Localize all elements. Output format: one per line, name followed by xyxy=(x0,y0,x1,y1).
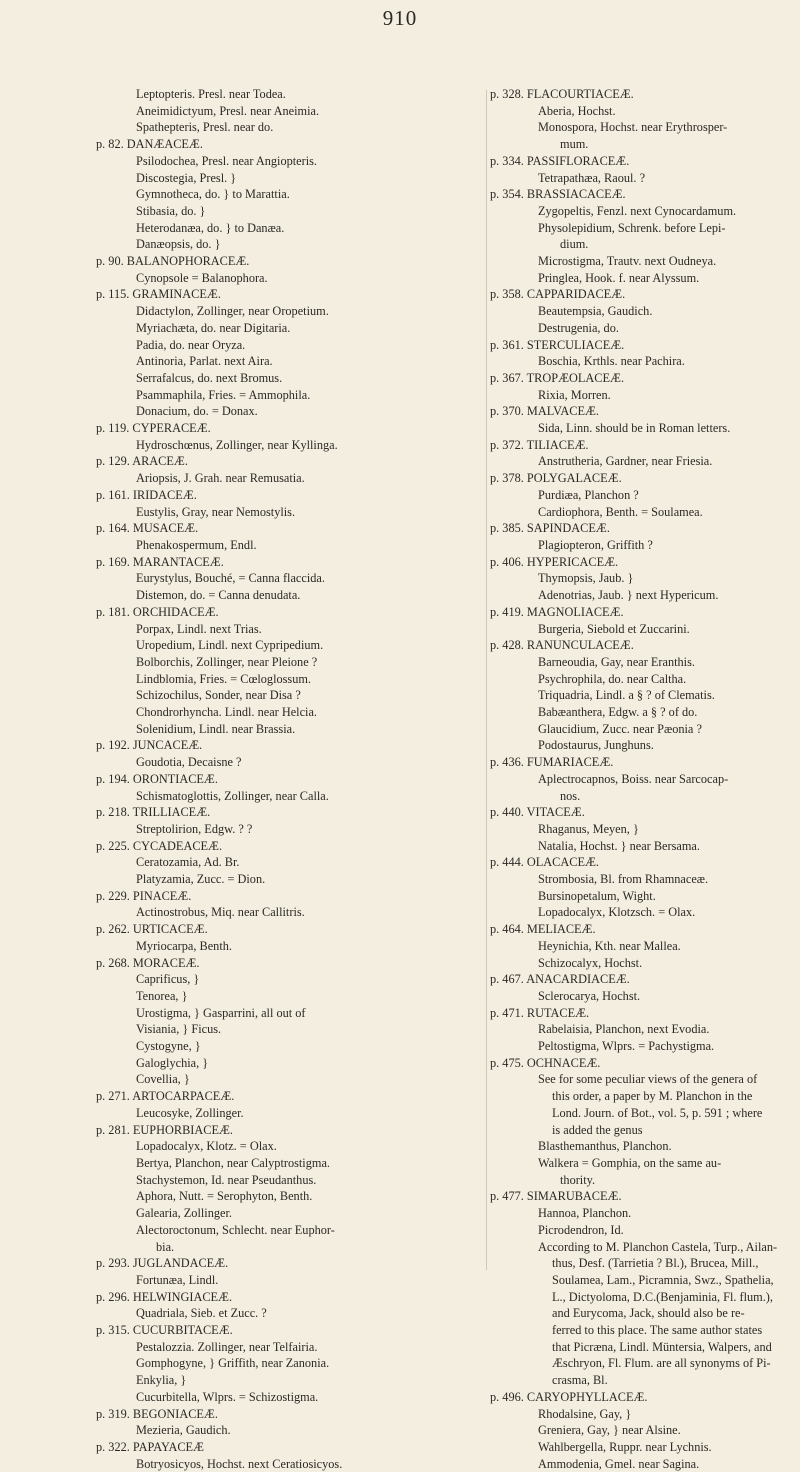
family-heading: p. 328. FLACOURTIACEÆ. xyxy=(490,87,634,101)
entry-line: Ariopsis, J. Grah. near Remusatia. xyxy=(136,471,305,486)
entry-line: Gomphogyne, } Griffith, near Zanonia. xyxy=(136,1356,330,1371)
entry-line: Cystogyne, } xyxy=(136,1039,201,1054)
family-heading: p. 225. CYCADEACEÆ. xyxy=(96,838,223,853)
entry-line: According to M. Planchon Castela, Turp., Ailan- xyxy=(538,1239,778,1254)
entry-line: Psammaphila, Fries. = Ammophila. xyxy=(136,387,311,402)
entry-line: Lond. Journ. of Bot., vol. 5, p. 591 ; where xyxy=(552,1105,763,1120)
entry-line: Schismatoglottis, Zollinger, near Calla. xyxy=(136,788,329,803)
entry-line: Aneimidictyum, Presl. near Aneimia. xyxy=(136,103,320,118)
entry-line: mum. xyxy=(560,137,589,152)
entry-line: Galearia, Zollinger. xyxy=(136,1206,232,1221)
entry-line: Streptolirion, Edgw. ? ? xyxy=(136,821,253,836)
column-divider xyxy=(486,90,487,1270)
entry-line: Schizocalyx, Hochst. xyxy=(538,955,643,970)
entry-line: Blasthemanthus, Planchon. xyxy=(538,1139,672,1154)
entry-line: Botryosicyos, Hochst. next Ceratiosicyos. xyxy=(136,1456,343,1471)
family-heading: p. 296. HELWINGIACEÆ. xyxy=(96,1289,233,1304)
entry-line: Sclerocarya, Hochst. xyxy=(538,988,641,1003)
entry-line: Picrodendron, Id. xyxy=(538,1222,624,1237)
right-column xyxy=(490,86,780,1472)
family-heading: p. 370. MALVACEÆ. xyxy=(490,404,599,419)
entry-line: Walkera = Gomphia, on the same au- xyxy=(538,1156,722,1170)
entry-line: Rhaganus, Meyen, } xyxy=(538,821,639,836)
family-heading: p. 354. BRASSIACACEÆ. xyxy=(490,187,626,202)
family-heading: p. 181. ORCHIDACEÆ. xyxy=(96,604,219,619)
family-heading: p. 334. PASSIFLORACEÆ. xyxy=(490,153,630,168)
entry-line: Zygopeltis, Fenzl. next Cynocardamum. xyxy=(538,203,737,218)
entry-line: Eurystylus, Bouché, = Canna flaccida. xyxy=(136,571,325,586)
family-heading: p. 444. OLACACEÆ. xyxy=(490,855,599,870)
entry-line: Urostigma, } Gasparrini, all out of xyxy=(136,1005,306,1020)
family-heading: p. 161. IRIDACEÆ. xyxy=(96,487,197,502)
entry-line: Tetrapathæa, Raoul. ? xyxy=(538,170,646,185)
entry-line: Antinoria, Parlat. next Aira. xyxy=(136,354,273,369)
entry-line: Bursinopetalum, Wight. xyxy=(538,888,656,903)
family-heading: p. 315. CUCURBITACEÆ. xyxy=(96,1323,233,1338)
family-heading: p. 319. BEGONIACEÆ. xyxy=(96,1406,218,1421)
entry-line: Purdiæa, Planchon ? xyxy=(538,487,639,502)
entry-line: Ammodenia, Gmel. near Sagina. xyxy=(538,1456,700,1471)
entry-line: Lopadocalyx, Klotz. = Olax. xyxy=(136,1139,277,1154)
entry-line: Phenakospermum, Endl. xyxy=(136,537,257,552)
family-heading: p. 436. FUMARIACEÆ. xyxy=(490,755,614,770)
entry-line: is added the genus xyxy=(552,1122,643,1137)
entry-line: Enkylia, } xyxy=(136,1373,187,1388)
entry-line: ferred to this place. The same author states xyxy=(552,1323,763,1338)
entry-line: Myriachæta, do. near Digitaria. xyxy=(136,320,291,335)
family-heading: p. 119. CYPERACEÆ. xyxy=(96,421,211,436)
entry-line: Padia, do. near Oryza. xyxy=(136,337,246,352)
entry-line: crasma, Bl. xyxy=(552,1373,608,1388)
page-number: 910 xyxy=(382,6,418,30)
family-heading: p. 367. TROPÆOLACEÆ. xyxy=(490,370,625,385)
entry-line: Monospora, Hochst. near Erythrosper- xyxy=(538,120,728,135)
family-heading: p. 218. TRILLIACEÆ. xyxy=(96,805,211,820)
family-heading: p. 82. DANÆACEÆ. xyxy=(96,137,203,152)
family-heading: p. 281. EUPHORBIACEÆ. xyxy=(96,1122,233,1137)
entry-line: thus, Desf. (Tarrietia ? Bl.), Brucea, Mill., xyxy=(552,1256,759,1271)
entry-line: Spathepteris, Presl. near do. xyxy=(136,120,274,135)
entry-line: dium. xyxy=(560,237,589,252)
entry-line: that Picræna, Lindl. Müntersia, Walpers, and xyxy=(552,1339,772,1354)
entry-line: Leucosyke, Zollinger. xyxy=(136,1105,244,1120)
entry-line: Cucurbitella, Wlprs. = Schizostigma. xyxy=(136,1389,319,1404)
entry-line: Peltostigma, Wlprs. = Pachystigma. xyxy=(538,1039,715,1054)
family-heading: p. 192. JUNCACEÆ. xyxy=(96,738,203,753)
family-heading: p. 194. ORONTIACEÆ. xyxy=(96,771,218,786)
left-column xyxy=(96,86,481,1472)
entry-line: Fortunæa, Lindl. xyxy=(136,1272,219,1287)
entry-line: Porpax, Lindl. next Trias. xyxy=(136,621,262,636)
entry-line: Wahlbergella, Ruppr. near Lychnis. xyxy=(538,1439,712,1454)
entry-line: Schizochilus, Sonder, near Disa ? xyxy=(136,688,301,703)
entry-line: Glaucidium, Zucc. near Pæonia ? xyxy=(538,721,702,736)
entry-line: Tenorea, } xyxy=(136,988,188,1003)
entry-line: Heynichia, Kth. near Mallea. xyxy=(538,938,681,953)
entry-line: Barneoudia, Gay, near Eranthis. xyxy=(538,654,695,669)
entry-line: Quadriala, Sieb. et Zucc. ? xyxy=(136,1306,267,1321)
entry-line: Rhodalsine, Gay, } xyxy=(538,1406,632,1421)
entry-line: this order, a paper by M. Planchon in the xyxy=(552,1089,753,1104)
entry-line: Aberia, Hochst. xyxy=(538,103,616,118)
entry-line: Cynopsole = Balanophora. xyxy=(136,270,268,285)
entry-line: Chondrorhyncha. Lindl. near Helcia. xyxy=(136,705,317,720)
family-heading: p. 385. SAPINDACEÆ. xyxy=(490,521,610,536)
family-heading: p. 428. RANUNCULACEÆ. xyxy=(490,638,634,653)
entry-line: Stibasia, do. } xyxy=(136,203,206,218)
family-heading: p. 129. ARACEÆ. xyxy=(96,454,188,469)
entry-line: Psychrophila, do. near Caltha. xyxy=(538,671,687,686)
family-heading: p. 90. BALANOPHORACEÆ. xyxy=(96,254,250,269)
entry-line: Hannoa, Planchon. xyxy=(538,1206,632,1221)
family-heading: p. 467. ANACARDIACEÆ. xyxy=(490,972,630,987)
entry-line: Stachystemon, Id. near Pseudanthus. xyxy=(136,1172,317,1187)
entry-line: Visiania, } Ficus. xyxy=(136,1022,222,1037)
entry-line: Triquadria, Lindl. a § ? of Clematis. xyxy=(538,688,715,703)
entry-line: Rixia, Morren. xyxy=(538,387,611,402)
entry-line: Didactylon, Zollinger, near Oropetium. xyxy=(136,304,329,319)
entry-line: and Eurycoma, Jack, should also be re- xyxy=(552,1306,745,1321)
entry-line: bia. xyxy=(156,1239,175,1254)
entry-line: Greniera, Gay, } near Alsine. xyxy=(538,1423,681,1438)
family-heading: p. 475. OCHNACEÆ. xyxy=(490,1055,601,1070)
family-heading: p. 164. MUSACEÆ. xyxy=(96,521,199,536)
entry-line: Myriocarpa, Benth. xyxy=(136,938,232,953)
entry-line: Uropedium, Lindl. next Cypripedium. xyxy=(136,638,324,653)
entry-line: Lindblomia, Fries. = Cœloglossum. xyxy=(136,671,311,686)
entry-line: Gymnotheca, do. } to Marattia. xyxy=(136,187,290,202)
entry-line: Beautempsia, Gaudich. xyxy=(538,304,653,319)
entry-line: Eustylis, Gray, near Nemostylis. xyxy=(136,504,296,519)
entry-line: Serrafalcus, do. next Bromus. xyxy=(136,370,283,385)
entry-line: Anstrutheria, Gardner, near Friesia. xyxy=(538,454,713,469)
entry-line: Alectoroctonum, Schlecht. near Euphor- xyxy=(136,1222,335,1237)
entry-line: Soulamea, Lam., Picramnia, Swz., Spathelia, xyxy=(552,1272,774,1287)
entry-line: Destrugenia, do. xyxy=(538,320,619,335)
entry-line: L., Dictyoloma, D.C.(Benjaminia, Fl. flum.), xyxy=(552,1289,773,1304)
entry-line: Lopadocalyx, Klotzsch. = Olax. xyxy=(538,905,696,920)
entry-line: Babæanthera, Edgw. a § ? of do. xyxy=(538,705,698,720)
entry-line: Aplectrocapnos, Boiss. near Sarcocap- xyxy=(538,771,729,786)
entry-line: Æschryon, Fl. Flum. are all synonyms of Pi- xyxy=(552,1356,771,1371)
entry-line: Bertya, Planchon, near Calyptrostigma. xyxy=(136,1156,330,1170)
entry-line: Strombosia, Bl. from Rhamnaceæ. xyxy=(538,872,709,887)
entry-line: Burgeria, Siebold et Zuccarini. xyxy=(538,621,690,636)
entry-line: See for some peculiar views of the genera of xyxy=(538,1072,758,1087)
entry-line: Ceratozamia, Ad. Br. xyxy=(136,855,240,870)
entry-line: Pringlea, Hook. f. near Alyssum. xyxy=(538,270,700,285)
entry-line: Podostaurus, Junghuns. xyxy=(538,738,654,753)
entry-line: Danæopsis, do. } xyxy=(136,237,221,252)
family-heading: p. 496. CARYOPHYLLACEÆ. xyxy=(490,1389,648,1404)
entry-line: Galoglychia, } xyxy=(136,1055,209,1070)
entry-line: Rabelaisia, Planchon, next Evodia. xyxy=(538,1022,710,1037)
entry-line: Adenotrias, Jaub. } next Hypericum. xyxy=(538,588,719,603)
family-heading: p. 293. JUGLANDACEÆ. xyxy=(96,1256,229,1271)
entry-line: Aphora, Nutt. = Serophyton, Benth. xyxy=(136,1189,313,1204)
family-heading: p. 322. PAPAYACEÆ xyxy=(96,1439,204,1454)
entry-line: Heterodanæa, do. } to Danæa. xyxy=(136,220,285,235)
entry-line: Pestalozzia. Zollinger, near Telfairia. xyxy=(136,1339,318,1354)
entry-line: Actinostrobus, Miq. near Callitris. xyxy=(136,905,305,920)
family-heading: p. 419. MAGNOLIACEÆ. xyxy=(490,604,624,619)
family-heading: p. 464. MELIACEÆ. xyxy=(490,922,596,937)
entry-line: Covellia, } xyxy=(136,1072,190,1087)
family-heading: p. 115. GRAMINACEÆ. xyxy=(96,287,221,302)
entry-line: thority. xyxy=(560,1172,596,1187)
entry-line: Thymopsis, Jaub. } xyxy=(538,571,634,586)
entry-line: Physolepidium, Schrenk. before Lepi- xyxy=(538,220,726,235)
entry-line: Goudotia, Decaisne ? xyxy=(136,755,242,770)
entry-line: Sida, Linn. should be in Roman letters. xyxy=(538,421,731,436)
family-heading: p. 262. URTICACEÆ. xyxy=(96,922,208,937)
entry-line: Caprificus, } xyxy=(136,972,200,987)
entry-line: Leptopteris. Presl. near Todea. xyxy=(136,87,286,101)
family-heading: p. 229. PINACEÆ. xyxy=(96,888,192,903)
entry-line: Solenidium, Lindl. near Brassia. xyxy=(136,721,296,736)
family-heading: p. 477. SIMARUBACEÆ. xyxy=(490,1189,622,1204)
entry-line: Distemon, do. = Canna denudata. xyxy=(136,588,301,603)
entry-line: Donacium, do. = Donax. xyxy=(136,404,258,419)
family-heading: p. 378. POLYGALACEÆ. xyxy=(490,471,622,486)
family-heading: p. 358. CAPPARIDACEÆ. xyxy=(490,287,626,302)
entry-line: Mezieria, Gaudich. xyxy=(136,1423,231,1438)
family-heading: p. 372. TILIACEÆ. xyxy=(490,437,589,452)
entry-line: Psilodochea, Presl. near Angiopteris. xyxy=(136,153,318,168)
entry-line: Boschia, Krthls. near Pachira. xyxy=(538,354,685,369)
family-heading: p. 361. STERCULIACEÆ. xyxy=(490,337,625,352)
entry-line: Plagiopteron, Griffith ? xyxy=(538,537,653,552)
entry-line: Cardiophora, Benth. = Soulamea. xyxy=(538,504,703,519)
entry-line: Bolborchis, Zollinger, near Pleione ? xyxy=(136,654,318,669)
family-heading: p. 169. MARANTACEÆ. xyxy=(96,554,224,569)
family-heading: p. 440. VITACEÆ. xyxy=(490,805,585,820)
entry-line: Discostegia, Presl. } xyxy=(136,170,237,185)
entry-line: Platyzamia, Zucc. = Dion. xyxy=(136,872,266,887)
family-heading: p. 406. HYPERICACEÆ. xyxy=(490,554,619,569)
entry-line: Microstigma, Trautv. next Oudneya. xyxy=(538,254,717,269)
family-heading: p. 471. RUTACEÆ. xyxy=(490,1005,590,1020)
family-heading: p. 271. ARTOCARPACEÆ. xyxy=(96,1089,235,1104)
entry-line: Natalia, Hochst. } near Bersama. xyxy=(538,838,700,853)
entry-line: nos. xyxy=(560,788,581,803)
entry-line: Hydroschœnus, Zollinger, near Kyllinga. xyxy=(136,437,338,452)
family-heading: p. 268. MORACEÆ. xyxy=(96,955,200,970)
